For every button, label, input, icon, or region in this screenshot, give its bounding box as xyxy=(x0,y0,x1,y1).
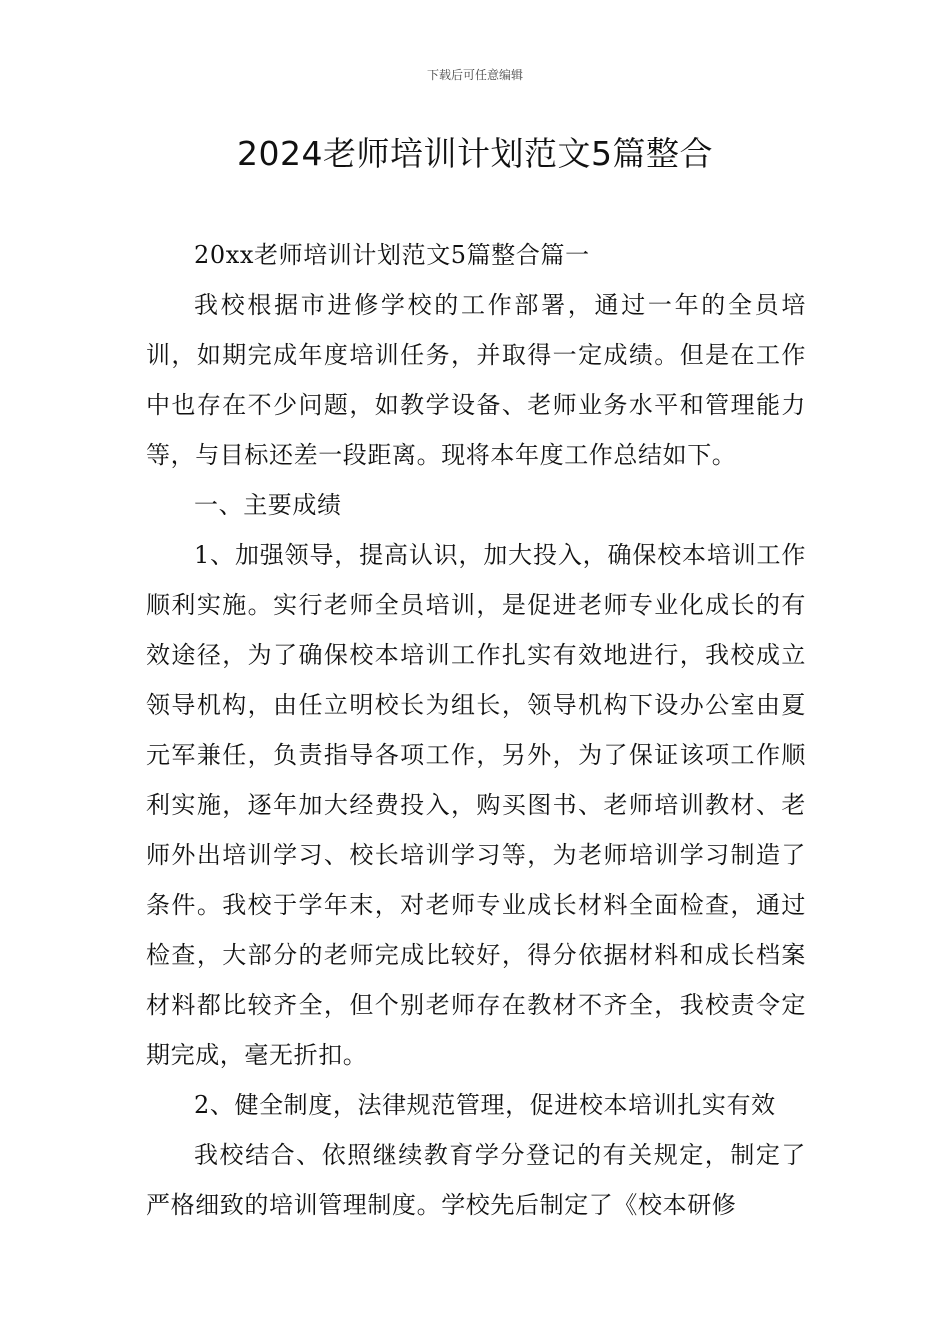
paragraph: 我校根据市进修学校的工作部署，通过一年的全员培训，如期完成年度培训任务，并取得一定成绩。但是在工作中也存在不少问题，如教学设备、老师业务水平和管理能力等，与目标还差一段距离。现将本年度工作总结如下。 xyxy=(146,291,806,469)
document-body xyxy=(146,230,806,1230)
section-heading: 2、健全制度，法律规范管理，促进校本培训扎实有效 xyxy=(194,1091,776,1119)
section-heading: 20xx老师培训计划范文5篇整合篇一 xyxy=(194,241,590,269)
paragraph: 我校结合、依照继续教育学分登记的有关规定，制定了严格细致的培训管理制度。学校先后制定了《校本研修 xyxy=(146,1141,806,1219)
paragraph: 1、加强领导，提高认识，加大投入，确保校本培训工作顺利实施。实行老师全员培训，是促进老师专业化成长的有效途径，为了确保校本培训工作扎实有效地进行，我校成立领导机构，由任立明校长为组长，领导机构下设办公室由夏元军兼任，负责指导各项工作，另外，为了保证该项工作顺利实施，逐年加大经费投入，购买图书、老师培训教材、老师外出培训学习、校长培训学习等，为老师培训学习制造了条件。我校于学年末，对老师专业成长材料全面检查，通过检查，大部分的老师完成比较好，得分依据材料和成长档案材料都比较齐全，但个别老师存在教材不齐全，我校责令定期完成，毫无折扣。 xyxy=(146,541,806,1069)
section-heading: 一、主要成绩 xyxy=(194,491,342,519)
document-title: 2024老师培训计划范文5篇整合 xyxy=(237,134,713,173)
header-note: 下载后可任意编辑 xyxy=(426,68,523,82)
